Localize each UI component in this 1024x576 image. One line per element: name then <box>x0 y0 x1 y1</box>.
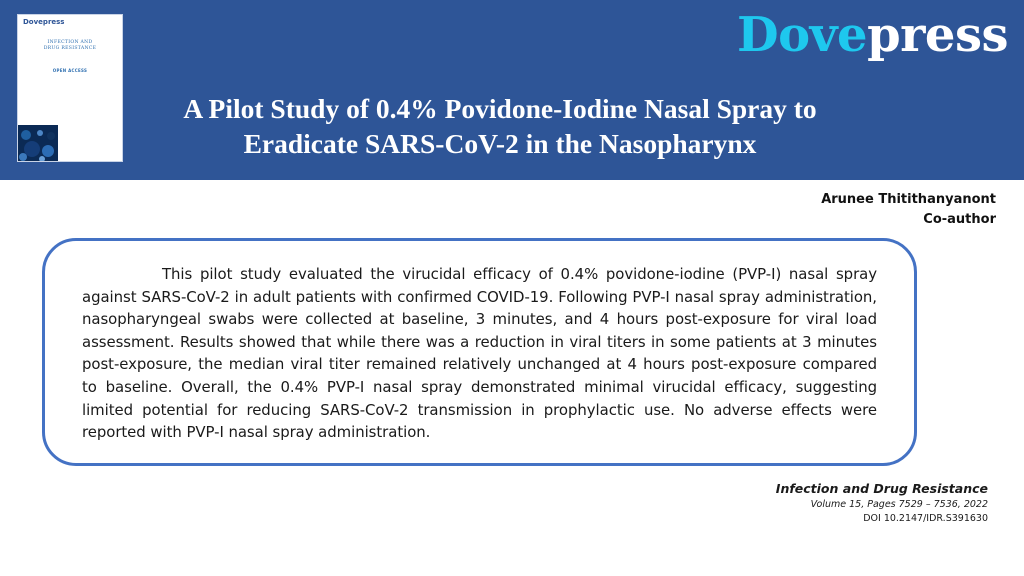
author-role: Co-author <box>923 212 996 227</box>
cover-artwork-image <box>18 125 58 162</box>
summary-box <box>42 238 917 466</box>
dovepress-logo <box>737 6 1008 64</box>
article-title <box>130 91 870 161</box>
title-line: A Pilot Study of 0.4% Povidone-Iodine Nasal Spray to <box>183 93 817 124</box>
logo-dove-text: Dove <box>736 7 868 63</box>
citation-journal: Infection and Drug Resistance <box>775 481 988 496</box>
logo-press-text: press <box>867 7 1008 63</box>
summary-text: This pilot study evaluated the virucidal efficacy of 0.4% povidone-iodine (PVP-I) nasal spray against SARS-CoV-2 in adult patients with confirmed COVID-19. Following PVP-I nasal spray administration, nasopharyngeal swabs were collected at baseline, 3 minutes, and 4 hours post-exposure for viral load assessment. Results showed that while there was a reduction in viral titers in some patients at 3 minutes post-exposure, the median viral titer remained relatively unchanged at 4 hours post-exposure compared to baseline. Overall, the 0.4% PVP-I nasal spray demonstrated minimal virucidal efficacy, suggesting limited potential for reducing SARS-CoV-2 transmission in prophylactic use. No adverse effects were reported with PVP-I nasal spray administration. <box>82 265 877 442</box>
cover-brand-label: Dovepress <box>23 18 65 26</box>
author-block <box>821 190 996 230</box>
cover-open-access-label: OPEN ACCESS <box>52 68 88 73</box>
journal-cover-thumbnail <box>17 14 123 162</box>
cover-journal-line: DRUG RESISTANCE <box>43 46 97 51</box>
title-line: Eradicate SARS-CoV-2 in the Nasopharynx <box>243 128 757 159</box>
citation-pages: Volume 15, Pages 7529 – 7536, 2022 <box>810 499 988 510</box>
citation-doi: DOI 10.2147/IDR.S391630 <box>863 513 988 524</box>
header-banner <box>0 0 1024 180</box>
citation-block <box>776 480 988 526</box>
cover-journal-line: INFECTION AND <box>47 40 93 45</box>
author-name: Arunee Thitithanyanont <box>821 192 996 207</box>
cover-journal-name <box>18 40 122 52</box>
